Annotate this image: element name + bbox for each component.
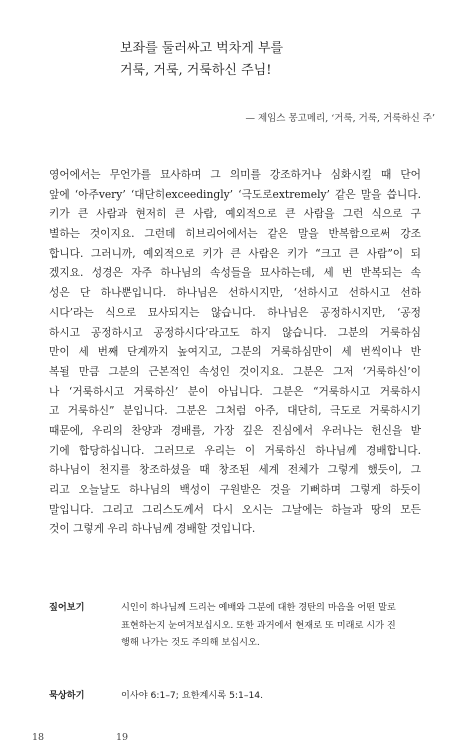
body-line: 고 거룩하신” 분입니다. 그분은 그처럼 아주, 대단히, 극도로 거룩하시기 <box>49 404 421 418</box>
body-line: 때문에, 우리의 찬양과 경배를, 가장 깊은 진심에서 우러나는 헌신을 받 <box>49 423 421 437</box>
page-number-right: 19 <box>116 732 129 743</box>
body-text <box>49 165 421 539</box>
epigraph-attribution: — 제임스 몽고메리, ‘거룩, 거룩, 거룩하신 주’ <box>245 113 435 124</box>
meditate-section <box>49 687 421 707</box>
reflect-line: 시인이 하나님께 드리는 예배와 그분에 대한 경탄의 마음을 어떤 말로 <box>121 602 396 613</box>
meditate-content <box>121 687 421 705</box>
epigraph-line: 거룩, 거룩, 거룩하신 주님! <box>120 63 272 78</box>
body-line: 복될 만큼 그분의 근본적인 속성인 것이지요. 그분은 그저 ‘거룩하신’이 <box>49 364 421 378</box>
body-line: 시다’라는 식으로 묘사되지는 않습니다. 하나님은 공정하시지만, ‘공정 <box>49 305 421 319</box>
body-line: 겠지요. 성경은 자주 하나님의 속성들을 묘사하는데, 세 번 반복되는 속 <box>49 266 421 280</box>
meditate-label: 묵상하기 <box>49 690 85 701</box>
body-line: 영어에서는 무언가를 묘사하며 그 의미를 강조하거나 심화시킬 때 단어 <box>49 168 421 181</box>
reflect-section <box>49 599 421 659</box>
reflect-content <box>121 599 421 652</box>
body-line: 만이 세 번째 단계까지 높여지고, 그분의 거룩하심만이 세 번씩이나 반 <box>49 345 421 359</box>
reflect-label: 짚어보기 <box>49 602 85 613</box>
body-line: 리고 오늘날도 하나님의 백성이 구원받은 것을 기뻐하며 그렇게 하듯이 <box>49 483 421 496</box>
body-line: 기에 합당하십니다. 그러므로 우리는 이 거룩하신 하나님께 경배합니다. <box>49 443 421 457</box>
epigraph-line: 보좌를 둘러싸고 벅차게 부를 <box>120 41 284 56</box>
body-line: 성은 단 하나뿐입니다. 하나님은 선하시지만, ‘선하시고 선하시고 선하 <box>49 286 421 300</box>
reflect-line: 표현하는지 눈여겨보십시오. 또한 과거에서 현재로 또 미래로 시가 진 <box>121 619 396 631</box>
body-line: 앞에 ‘아주very’ ‘대단히exceedingly’ ‘극도로extremely’ 같은 말을 씁니다. <box>49 187 421 201</box>
body-line: 나 ‘거룩하시고 거룩하신’ 분이 아닙니다. 그분은 “거룩하시고 거룩하시 <box>49 384 421 398</box>
body-line: 것이 그렇게 우리 하나님께 경배할 것입니다. <box>49 522 256 536</box>
body-line: 하나님이 천지를 창조하셨을 때 창조된 세계 전체가 그렇게 했듯이, 그 <box>49 463 421 477</box>
body-line: 별하는 것이지요. 그런데 히브리어에서는 같은 말을 반복함으로써 강조 <box>49 227 421 241</box>
reflect-line: 행해 나가는 것도 주의해 보십시오. <box>121 637 260 648</box>
meditate-text: 이사야 6:1–7; 요한계시록 5:1–14. <box>121 690 264 701</box>
body-line: 키가 큰 사람과 현저히 큰 사람, 예외적으로 큰 사람을 그런 식으로 구 <box>49 207 421 221</box>
body-line: 말입니다. 그리고 그리스도께서 다시 오시는 그날에는 하늘과 땅의 모든 <box>49 502 421 516</box>
body-line: 하시고 공정하시고 공정하시다’라고도 하지 않습니다. 그분의 거룩하심 <box>49 325 421 339</box>
epigraph <box>120 38 283 82</box>
page-number-left: 18 <box>32 732 45 743</box>
body-line: 합니다. 그러니까, 예외적으로 키가 큰 사람은 키가 “크고 큰 사람”이 되 <box>49 246 421 260</box>
